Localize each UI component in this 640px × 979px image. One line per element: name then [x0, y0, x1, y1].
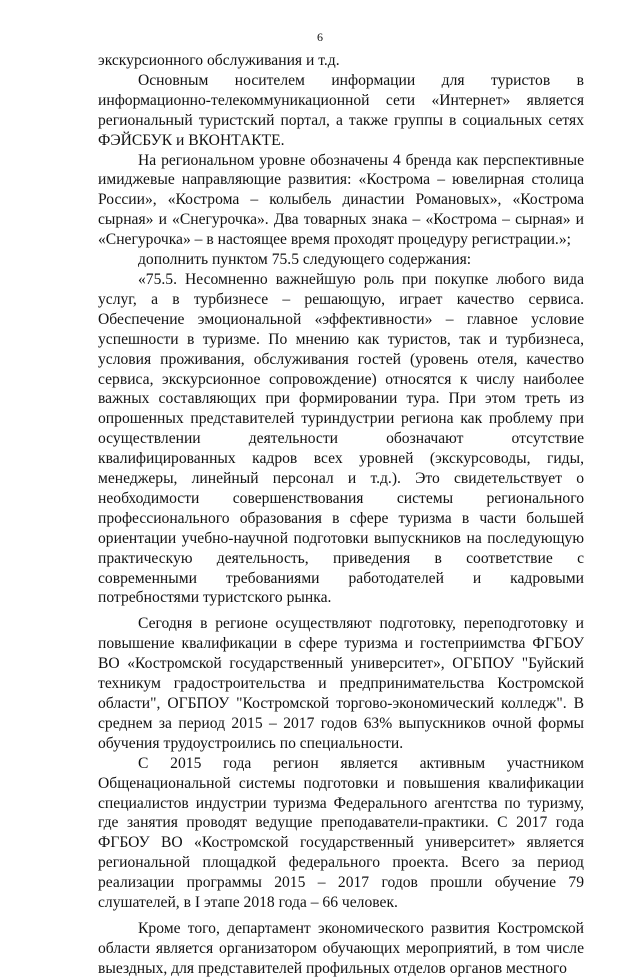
paragraph-continuation: экскурсионного обслуживания и т.д.: [98, 52, 340, 69]
paragraph-amendment: дополнить пунктом 75.5 следующего содержания:: [138, 251, 472, 269]
paragraph-internet-portal: Основным носителем информации для туристов в информационно-телекоммуникационной сети «Интернет» является региональный туристский портал, а также группы в социальных сетях ФЭЙСБУК и ВКОНТАКТЕ.: [98, 71, 584, 149]
paragraph-training: Сегодня в регионе осуществляют подготовку, переподготовку и повышение квалификации в сфере туризма и гостеприимства ФГБОУ ВО «Костромской государственный университет», ОГБПОУ "Буйский техникум градостроительства и предпринимательства Костромской области", ОГБПОУ "Костромской торгово-экономический колледж". В среднем за период 2015 – 2017 годов 63% выпускников очной формы обучения трудоустроились по специальности.: [98, 615, 584, 752]
paragraph-brands: На региональном уровне обозначены 4 бренда как перспективные имиджевые направляющие развития: «Кострома – ювелирная столица России», «Кострома – колыбель династии Романовых», «Кострома сырная» и «Снегурочка». Два товарных знака – «Кострома – сырная» и «Снегурочка» – в настоящее время проходят процедуру регистрации.»;: [98, 151, 584, 249]
paragraph-75-5: «75.5. Несомненно важнейшую роль при покупке любого вида услуг, а в турбизнесе – решающую, играет качество сервиса. Обеспечение эмоциональной «эффективности» – главное условие успешности в туризме. По мнению как туристов, так и турбизнеса, условия проживания, обслуживания гостей (уровень отеля, качество сервиса, экскурсионное сопровождение) относятся к числу наиболее важных составляющих при формировании тура. При этом треть из опрошенных представителей туриндустрии региона как проблему при осуществлении деятельности обозначают отсутствие квалифицированных кадров всех уровней (экскурсоводы, гиды, менеджеры, линейный персонал и т.д.). Это свидетельствует о необходимости совершенствования системы регионального профессионального образования в сфере туризма в части большей ориентации учебно-научной подготовки выпускников на последующую практическую деятельность, приведения в соответствие с современными требованиями работодателей и кадровыми потребностями туристского рынка.: [98, 270, 584, 607]
page-number: 6: [317, 30, 323, 44]
paragraph-department: Кроме того, департамент экономического развития Костромской области является организатором обучающих мероприятий, в том числе выездных, для представителей профильных отделов органов местного: [98, 919, 584, 977]
body-text: [98, 51, 584, 979]
paragraph-national-system: С 2015 года регион является активным участником Общенациональной системы подготовки и повышения квалификации специалистов индустрии туризма Федерального агентства по туризму, где занятия проводят ведущие преподаватели-практики. С 2017 года ФГБОУ ВО «Костромской государственный университет» является региональной площадкой федерального проекта. Всего за период реализации программы 2015 – 2017 годов прошли обучение 79 слушателей, в I этапе 2018 года – 66 человек.: [98, 754, 584, 912]
